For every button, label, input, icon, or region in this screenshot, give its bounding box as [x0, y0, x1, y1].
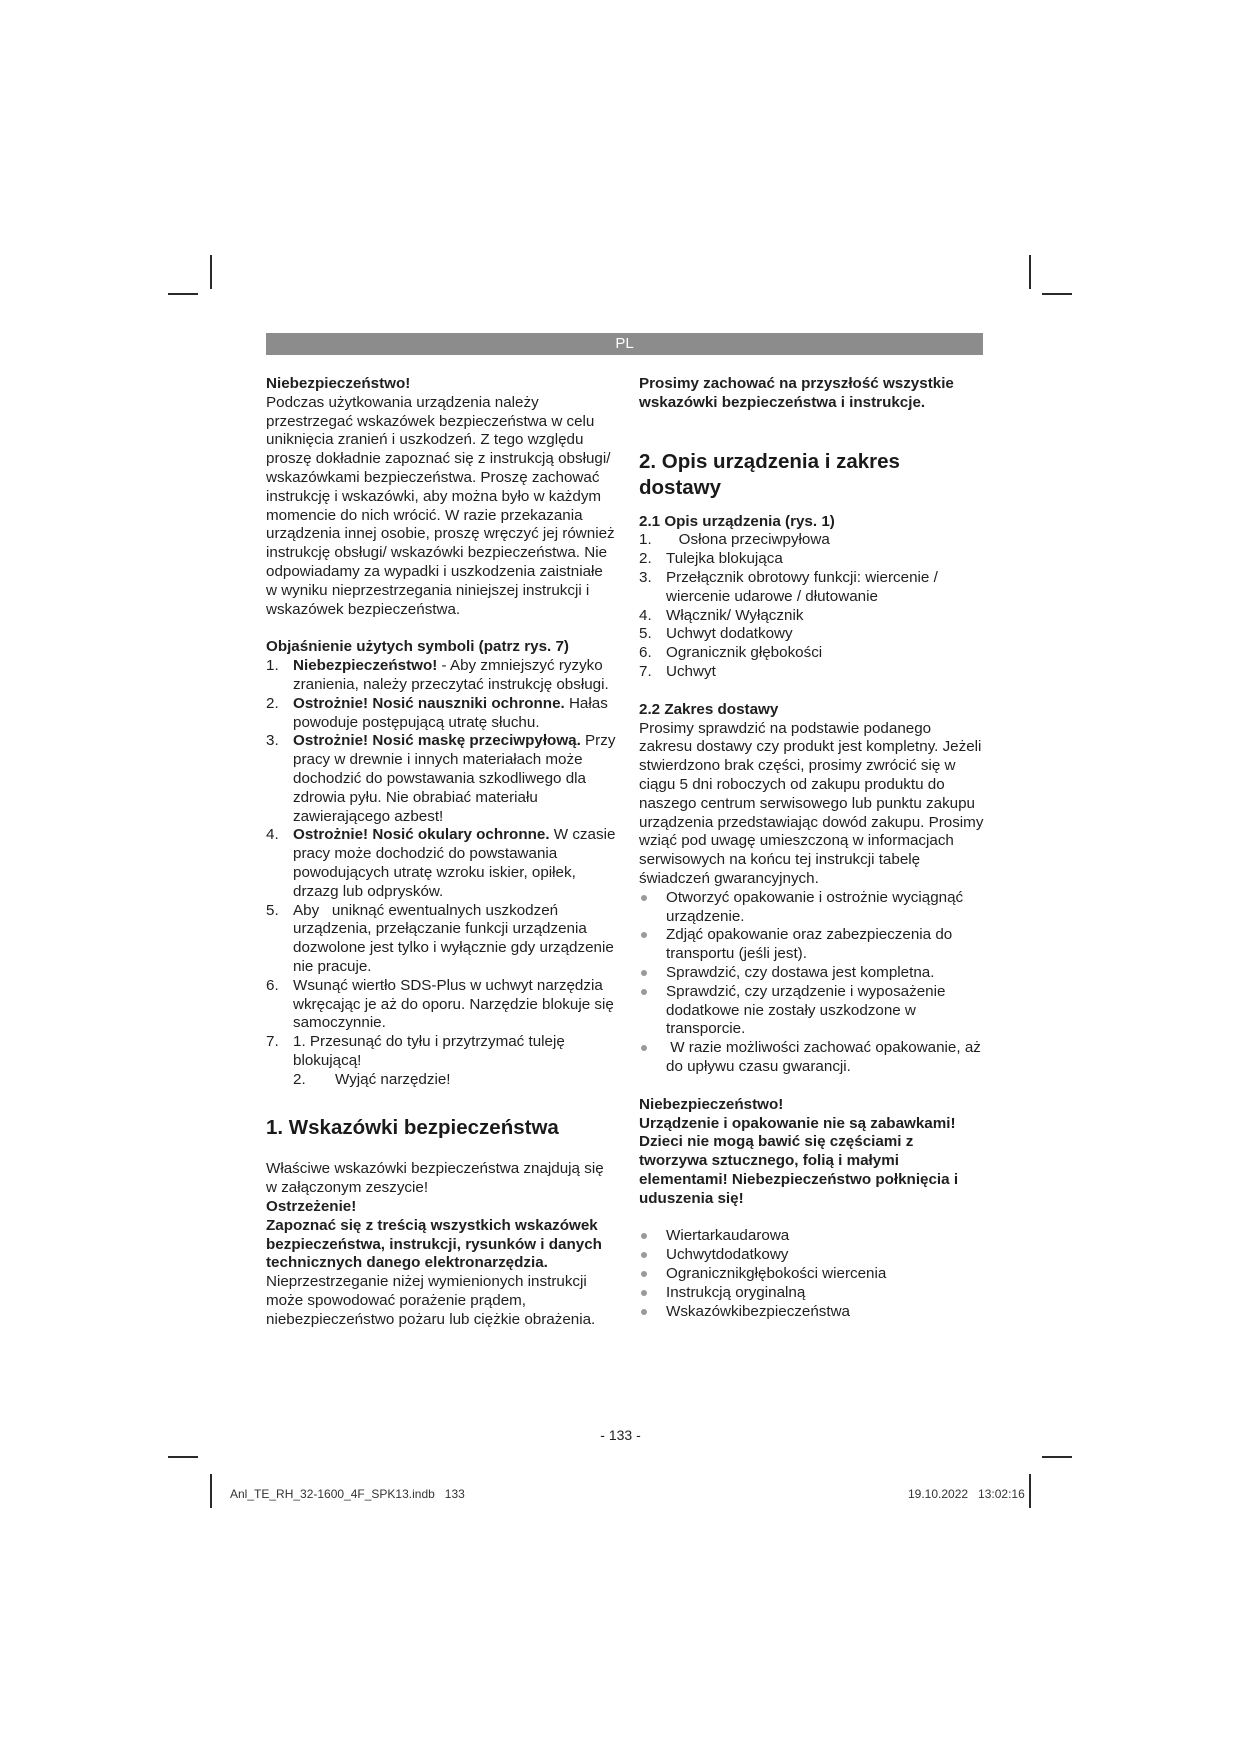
symbols-list [266, 657, 619, 1089]
part-item: 6. Ogranicznik głębokości [639, 644, 823, 662]
warning-title: Ostrzeżenie! [266, 1198, 357, 1216]
crop-mark-top-right-v [1029, 255, 1031, 289]
symbols-title: Objaśnienie użytych symboli (patrz rys. 7) [266, 638, 569, 656]
part-item: 2. Tulejka blokująca [639, 550, 783, 568]
delivery-text: Prosimy sprawdzić na podstawie podanego zakresu dostawy czy produkt jest kompletny. Jeżeli stwierdzono brak części, prosimy zwrócić się w ciągu 5 dni roboczych od zakupu produktu do naszego centrum serwisowego lub punktu zakupu urządzenia przedstawiając dowód zakupu. Prosimy wziąć pod uwagę umieszczoną w informacjach serwisowych na końcu tej instrukcji tabelę świadczeń gwarancyjnych. [639, 719, 984, 887]
warning-text: Zapoznać się z treścią wszystkich wskazówek bezpieczeństwa, instrukcji, rysunków i danych technicznych danego elektronarzędzia. Nieprzestrzeganie niżej wymienionych instrukcji może spowodować porażenie prądem, niebezpieczeństwo pożaru lub ciężkie obrażenia. [266, 1216, 602, 1328]
danger-text: Podczas użytkowania urządzenia należy przestrzegać wskazówek bezpieczeństwa w celu uniknięcia zranień i uszkodzeń. Z tego względu proszę dokładnie zapoznać się z instrukcją obsługi/ wskazówkami bezpieczeństwa. Proszę zachować instrukcję i wskazówki, aby można było w każdym momencie do nich wrócić. W razie przekazania urządzenia innej osobie, proszę wręczyć jej również instrukcję obsługi/ wskazówki bezpieczeństwa. Nie odpowiadamy za wypadki i uszkodzenia zaistniałe w wyniku nieprzestrzegania niniejszej instrukcji i wskazówek bezpieczeństwa. [266, 393, 615, 618]
right-column [639, 375, 984, 1321]
unpacking-step: Sprawdzić, czy dostawa jest kompletna. [639, 964, 984, 983]
crop-mark-bottom-right-v [1029, 1474, 1031, 1508]
symbol-item: 2. Ostrożnie! Nosić nauszniki ochronne. Hałas powoduje postępującą utratę słuchu. [266, 694, 608, 731]
section-1-title: 1. Wskazówki bezpieczeństwa [266, 1116, 559, 1140]
footer-file-name: Anl_TE_RH_32-1600_4F_SPK13.indb 133 [230, 1487, 465, 1501]
crop-mark-bottom-right-h [1042, 1456, 1072, 1458]
unpacking-step: W razie możliwości zachować opakowanie, aż do upływu czasu gwarancji. [639, 1039, 984, 1077]
symbol-item: 5. Aby uniknąć ewentualnych uszkodzeń urządzenia, przełączanie funkcji urządzenia dozwolone jest tylko i wyłącznie gdy urządzenie nie pracuje. [266, 901, 619, 975]
keep-instructions-text: Prosimy zachować na przyszłość wszystkie wskazówki bezpieczeństwa i instrukcje. [639, 375, 954, 411]
delivery-contents-list [639, 1227, 984, 1321]
symbol-item: 3. Ostrożnie! Nosić maskę przeciwpyłową. Przy pracy w drewnie i innych materiałach może dochodzić do powstawania szkodliwego dla zdrowia pyłu. Nie obrabiać materiału zawierającego azbest! [266, 732, 616, 825]
footer-datetime: 19.10.2022 13:02:16 [908, 1487, 1025, 1501]
section-1-text: Właściwe wskazówki bezpieczeństwa znajdują się w załączonym zeszycie! [266, 1160, 604, 1197]
crop-mark-top-left-v [210, 255, 212, 289]
danger-title: Niebezpieczeństwo! [266, 375, 411, 392]
part-item: 1. Osłona przeciwpyłowa [639, 531, 830, 549]
section-2-title: 2. Opis urządzenia i zakres dostawy [639, 449, 900, 499]
delivery-content-item: Wskazówkibezpieczeństwa [639, 1303, 984, 1322]
delivery-content-item: Wiertarkaudarowa [639, 1227, 984, 1246]
part-item: 3. Przełącznik obrotowy funkcji: wiercenie / wiercenie udarowe / dłutowanie [639, 568, 938, 605]
part-item: 5. Uchwyt dodatkowy [639, 625, 793, 643]
crop-mark-top-right-h [1042, 293, 1072, 295]
section-2-1-title: 2.1 Opis urządzenia (rys. 1) [639, 512, 835, 530]
unpacking-step: Otworzyć opakowanie i ostrożnie wyciągnąć urządzenie. [639, 889, 984, 927]
unpacking-steps-list [639, 889, 984, 1077]
danger-2-title: Niebezpieczeństwo! [639, 1095, 784, 1113]
delivery-content-item: Uchwytdodatkowy [639, 1246, 984, 1265]
crop-mark-top-left-h [168, 293, 198, 295]
symbol-item: 4. Ostrożnie! Nosić okulary ochronne. W czasie pracy może dochodzić do powstawania powodujących utratę wzroku iskier, opiłek, drzazg lub odprysków. [266, 826, 616, 900]
delivery-content-item: Ogranicznikgłębokości wiercenia [639, 1265, 984, 1284]
symbol-item: 6. Wsunąć wiertło SDS-Plus w uchwyt narzędzia wkręcając je aż do oporu. Narzędzie blokuje się samoczynnie. [266, 976, 614, 1032]
language-header-bar [266, 333, 983, 355]
part-item: 7. Uchwyt [639, 662, 716, 680]
unpacking-step: Sprawdzić, czy urządzenie i wyposażenie dodatkowe nie zostały uszkodzone w transporcie. [639, 983, 984, 1039]
page-number: - 133 - [600, 1427, 641, 1443]
symbol-item: 1. Niebezpieczeństwo! - Aby zmniejszyć ryzyko zranienia, należy przeczytać instrukcję obsługi. [266, 657, 609, 693]
parts-list [639, 531, 984, 681]
symbol-item: 7. 1. Przesunąć do tyłu i przytrzymać tuleję blokującą! 2. Wyjąć narzędzie! [266, 1033, 565, 1088]
crop-mark-bottom-left-h [168, 1456, 198, 1458]
language-label: PL [615, 335, 634, 352]
danger-2-text: Urządzenie i opakowanie nie są zabawkami! Dzieci nie mogą bawić się częściami z tworzywa sztucznego, folią i małymi elementami! Niebezpieczeństwo połknięcia i uduszenia się! [639, 1114, 959, 1207]
part-item: 4. Włącznik/ Wyłącznik [639, 606, 804, 624]
section-2-2-title: 2.2 Zakres dostawy [639, 700, 779, 718]
crop-mark-bottom-left-v [210, 1474, 212, 1508]
unpacking-step: Zdjąć opakowanie oraz zabezpieczenia do transportu (jeśli jest). [639, 926, 984, 964]
delivery-content-item: Instrukcją oryginalną [639, 1284, 984, 1303]
left-column [266, 375, 619, 1330]
